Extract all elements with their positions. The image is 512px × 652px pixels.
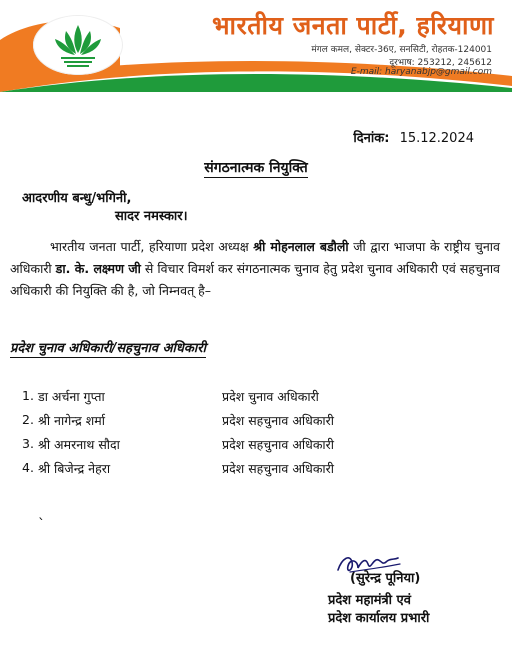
list-item [22, 460, 482, 484]
list-item-role: प्रदेश सहचुनाव अधिकारी [222, 461, 335, 476]
letter-title [0, 158, 512, 177]
list-item-number: 1. [22, 388, 34, 403]
letterhead [0, 0, 512, 92]
salutation-greeting: आदरणीय बन्धु/भगिनी, [22, 191, 132, 206]
body-part2: जी द्वारा भाजपा के राष्ट्रीय चुनाव अधिकारी [10, 239, 500, 276]
body-part3: से विचार विमर्श कर संगठनात्मक चुनाव हेतु प्रदेश चुनाव अधिकारी एवं सहचुनाव अधिकारी की नियुक्ति की है, जो निम्नवत् है– [10, 261, 501, 298]
list-item [22, 412, 482, 436]
list-item-name: डा अर्चना गुप्ता [38, 389, 105, 404]
list-item-role: प्रदेश चुनाव अधिकारी [222, 389, 319, 404]
list-item-role: प्रदेश सहचुनाव अधिकारी [222, 437, 335, 452]
org-address: मंगल कमल, सेक्टर-36ए, सनसिटी, रोहतक-124001 [311, 45, 492, 55]
letter-body [10, 236, 500, 302]
signatory-title-line2: प्रदेश कार्यालय प्रभारी [328, 611, 430, 626]
list-item-number: 3. [22, 436, 34, 451]
signatory-title-line1: प्रदेश महामंत्री एवं [328, 593, 411, 608]
list-item-number: 4. [22, 460, 34, 475]
salutation-regards: सादर नमस्कार। [115, 209, 188, 224]
list-item-role: प्रदेश सहचुनाव अधिकारी [222, 413, 335, 428]
date-value: 15.12.2024 [399, 131, 474, 146]
list-item-name: श्री बिजेन्द्र नेहरा [38, 461, 111, 476]
list-item-number: 2. [22, 412, 34, 427]
body-president: श्री मोहनलाल बडौली [253, 239, 349, 254]
stray-mark: ` [38, 517, 45, 533]
list-item [22, 388, 482, 412]
org-email: E-mail: haryanabjp@gmail.com [350, 67, 492, 77]
section-heading: प्रदेश चुनाव अधिकारी/सहचुनाव अधिकारी [10, 338, 206, 358]
org-phone: दूरभाष: 253212, 245612 [389, 58, 492, 68]
org-name: भारतीय जनता पार्टी, हरियाणा [211, 11, 494, 40]
list-item [22, 436, 482, 460]
date-label: दिनांक: [353, 131, 390, 146]
list-item-name: श्री नागेन्द्र शर्मा [38, 413, 105, 428]
letter-title-text: संगठनात्मक नियुक्ति [204, 160, 308, 176]
date-line [353, 128, 474, 146]
lotus-logo-icon [33, 15, 123, 75]
appointment-list [22, 388, 482, 484]
signatory-name: (सुरेन्द्र पूनिया) [350, 571, 421, 586]
body-officer: डा. के. लक्ष्मण जी [55, 261, 141, 276]
body-part1: भारतीय जनता पार्टी, हरियाणा प्रदेश अध्यक्ष [50, 239, 254, 254]
list-item-name: श्री अमरनाथ सौदा [38, 437, 120, 452]
